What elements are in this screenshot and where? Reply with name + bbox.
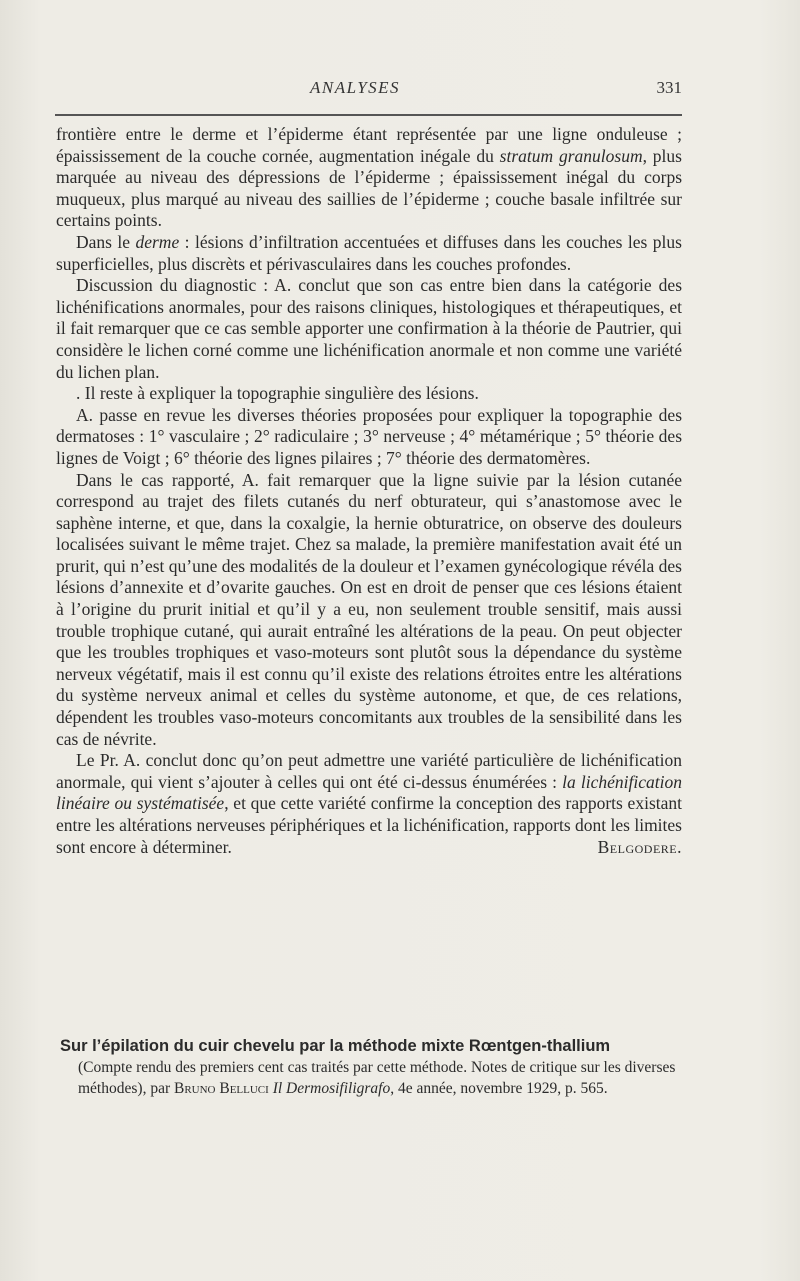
p1-italic: stratum granulosum	[499, 145, 643, 166]
paragraph-4: . Il reste à expliquer la topographie singulière des lésions.	[76, 383, 479, 404]
entry-ref-details: , 4e année, novembre 1929, p. 565.	[390, 1080, 608, 1097]
paragraph-6: Dans le cas rapporté, A. fait remarquer que la ligne suivie par la lésion cutanée correspond au trajet des filets cutanés du nerf obturateur, qui s’anastomose avec le saphène interne, et que, dans la coxalgie, la hernie obturatrice, on observe des douleurs localisées suivant le même trajet. Chez sa malade, la première manifestation avait été un prurit, qui n’est qu’une des modalités de la douleur et l’examen gynécologique révéla des lésions d’annexite et d’ovarite gauches. On est en droit de penser que ces lésions étaient à l’origine du prurit initial et qu’il y a eu, non seulement trouble sensitif, mais aussi trouble trophique cutané, qui aurait entraîné les altérations de la peau. On peut objecter que les troubles trophiques et vaso-moteurs sont plutôt sous la dépendance du système nerveux végétatif, mais il est connu qu’il existe des relations étroites entre les altérations du système nerveux animal et celles du système autonome, et que, de ces relations, dépendent les troubles vaso-moteurs concomitants aux troubles de la sensibilité dans les cas de névrite.	[56, 469, 682, 749]
p1-text-b: , plus marquée au niveau des dépressions de l’épiderme ; épaississement inégal du corps muqueux, plus marqué au niveau des saillies de l’épiderme ; couche basale infiltrée sur certains points.	[56, 145, 682, 231]
p2-text-b: : lésions d’infiltration accentuées et diffuses dans les couches les plus superficielles, plus discrèts et périvasculaires dans les couches profondes.	[56, 231, 682, 274]
paragraph-5: A. passe en revue les diverses théories proposées pour expliquer la topographie des dermatoses : 1° vasculaire ; 2° radiculaire ; 3° nerveuse ; 4° métamérique ; 5° théorie des lignes de Voigt ; 6° théorie des lignes pilaires ; 7° théorie des dermatomères.	[56, 404, 682, 468]
p2-text-a: Dans le	[76, 231, 136, 252]
page-header	[55, 76, 682, 104]
header-rule	[55, 114, 682, 116]
entry-journal: Il Dermosifiligrafo	[272, 1080, 391, 1097]
p7-italic: la lichénification linéaire ou systématisée	[56, 771, 682, 814]
author-signature: Belgodere.	[597, 836, 682, 857]
paragraph-2	[56, 232, 682, 275]
paragraph-7	[56, 750, 682, 858]
next-entry	[60, 1036, 682, 1099]
paragraph-1	[56, 124, 682, 232]
p7-text-a: Le Pr. A. conclut donc qu’on peut admettre une variété particulière de lichénification anormale, qui vient s’ajouter à celles qui ont été ci-dessus énumérées :	[56, 750, 682, 792]
entry-author: Bruno Belluci	[173, 1080, 269, 1097]
entry-title: Sur l’épilation du cuir chevelu par la méthode mixte Rœntgen-thallium	[60, 1037, 611, 1055]
paragraph-3: Discussion du diagnostic : A. conclut que son cas entre bien dans la catégorie des lichénifications anormales, pour des raisons cliniques, histologiques et thérapeutiques, et il fait remarquer que ce cas semble apporter une confirmation à la théorie de Pautrier, qui considère le lichen corné comme une lichénification anormale et non comme une variété du lichen plan.	[56, 275, 682, 382]
p7-text-b: , et que cette variété confirme la conception des rapports existant entre les altérations nerveuses périphériques et la lichénification, rapports dont les limites sont encore à déterminer.	[56, 793, 682, 857]
running-head: ANALYSES	[310, 78, 401, 97]
entry-ref-text: (Compte rendu des premiers cent cas traités par cette méthode. Notes de critique sur les diverses méthodes), par	[78, 1059, 676, 1097]
p1-text-a: frontière entre le derme et l’épiderme étant représentée par une ligne onduleuse ; épaississement de la couche cornée, augmentation inégale du	[56, 124, 682, 166]
article-body	[56, 124, 682, 858]
p2-italic: derme	[135, 231, 180, 252]
page-number: 331	[656, 78, 682, 97]
entry-reference	[60, 1057, 682, 1099]
